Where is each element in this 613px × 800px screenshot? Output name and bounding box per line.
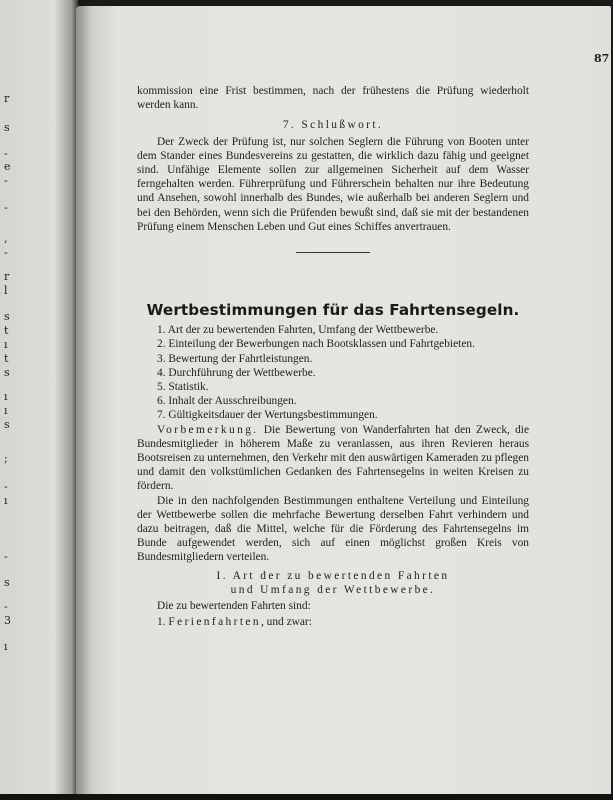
left-edge-char: ı bbox=[4, 390, 8, 403]
left-edge-char: ; bbox=[4, 452, 8, 465]
paragraph-distribution: Die in den nachfolgenden Bestimmungen enthaltene Verteilung und Einteilung der Wettbewerbe sollen die mehrfache Bewertung derselben Fahrt verhindern und dazu beitragen, daß die Mittel, welche für die Förderung des Fahrtensegelns im Bunde aufgewendet werden, sich auf einen möglichst großen Kreis von Bundesmitgliedern verteilen. bbox=[137, 494, 529, 564]
contents-item-2: 2. Einteilung der Bewerbungen nach Bootsklassen und Fahrtgebieten. bbox=[157, 338, 475, 351]
left-edge-char: s bbox=[4, 366, 10, 379]
section-7-title: 7. Schlußwort. bbox=[282, 119, 384, 132]
item-holiday-trips-number: 1. bbox=[157, 616, 166, 629]
left-edge-char: e bbox=[4, 160, 11, 173]
left-edge-char: l bbox=[4, 284, 8, 297]
item-holiday-trips bbox=[137, 615, 529, 629]
page-number: 87 bbox=[594, 52, 610, 65]
left-edge-char: ı bbox=[4, 404, 8, 417]
contents-item-5: 5. Statistik. bbox=[157, 381, 209, 394]
contents-item-7: 7. Gültigkeitsdauer der Wertungsbestimmungen. bbox=[157, 409, 378, 422]
contents-item-1: 1. Art der zu bewertenden Fahrten, Umfang der Wettbewerbe. bbox=[157, 324, 439, 337]
left-edge-char: - bbox=[4, 147, 8, 160]
bottom-shadow bbox=[0, 794, 613, 800]
page-content bbox=[137, 84, 529, 630]
left-edge-char: , bbox=[4, 232, 8, 245]
left-edge-char: - bbox=[4, 550, 8, 563]
paragraph-closing-word: Der Zweck der Prüfung ist, nur solchen Seglern die Führung von Booten unter dem Stander eines Bundesvereins zu gestatten, die wirklich dazu fähig und geeignet sind. Unfähige Elemente sollen zur allgemeinen Sicherheit auf dem Wasser ferngehalten werden. Führerprüfung und Führerschein behalten nur ihre Bedeutung und Ansehen, sowohl innerhalb des Bundes, wie außerhalb bei anderen Seglern und bei den Behörden, wenn sich die Prüfenden bewußt sind, daß sie mit der bestandenen Prüfung einem Menschen Leben und Gut eines Schiffes anvertrauen. bbox=[137, 135, 529, 233]
left-edge-char: s bbox=[4, 310, 10, 323]
left-edge-char: - bbox=[4, 480, 8, 493]
contents-item-3: 3. Bewertung der Fahrtleistungen. bbox=[157, 352, 313, 365]
section-I-heading-line1: I. Art der zu bewertenden Fahrten bbox=[216, 569, 450, 582]
left-edge-char: s bbox=[4, 576, 10, 589]
paragraph-exam-repeat: kommission eine Frist bestimmen, nach der frühestens die Prüfung wiederholt werden kann. bbox=[137, 85, 529, 112]
contents-list bbox=[137, 323, 529, 422]
left-edge-char: t bbox=[4, 324, 9, 337]
left-edge-char: ı bbox=[4, 494, 8, 507]
left-edge-char: r bbox=[4, 270, 10, 283]
left-edge-char: - bbox=[4, 600, 8, 613]
paragraph-preliminary-note bbox=[137, 423, 529, 494]
left-edge-char: t bbox=[4, 352, 9, 365]
contents-item-6: 6. Inhalt der Ausschreibungen. bbox=[157, 395, 297, 408]
left-edge-char: ı bbox=[4, 640, 8, 653]
left-edge-char: r bbox=[4, 92, 10, 105]
left-edge-char: - bbox=[4, 246, 8, 259]
preliminary-note-text: Die Bewertung von Wanderfahrten hat den Zweck, die Bundesmitglieder in höherem Maße zu veranlassen, aus ihren Revieren heraus Bootsreisen zu unternehmen, den Verkehr mit den auswärtigen Kameraden zu pflegen und damit den volkstümlichen Gedanken des Fahrtensegelns in weiten Kreisen zu fördern. bbox=[137, 423, 529, 493]
left-page-edge bbox=[0, 0, 78, 800]
left-edge-char: s bbox=[4, 121, 10, 134]
left-edge-char: 3 bbox=[4, 614, 11, 627]
contents-item-4: 4. Durchführung der Wettbewerbe. bbox=[157, 366, 316, 379]
left-edge-char: ı bbox=[4, 338, 8, 351]
section-divider bbox=[296, 252, 370, 253]
preliminary-note-label: Vorbemerkung. bbox=[157, 423, 259, 436]
item-holiday-trips-rest: , und zwar: bbox=[260, 616, 312, 629]
left-edge-char: - bbox=[4, 201, 8, 214]
left-edge-char: s bbox=[4, 418, 10, 431]
section-I-heading-line2: und Umfang der Wettbewerbe. bbox=[230, 583, 436, 596]
left-edge-char: - bbox=[4, 174, 8, 187]
paragraph-trips-to-evaluate: Die zu bewertenden Fahrten sind: bbox=[157, 600, 311, 613]
main-title: Wertbestimmungen für das Fahrtensegeln. bbox=[146, 301, 520, 320]
item-holiday-trips-label: Ferienfahrten bbox=[168, 616, 261, 629]
